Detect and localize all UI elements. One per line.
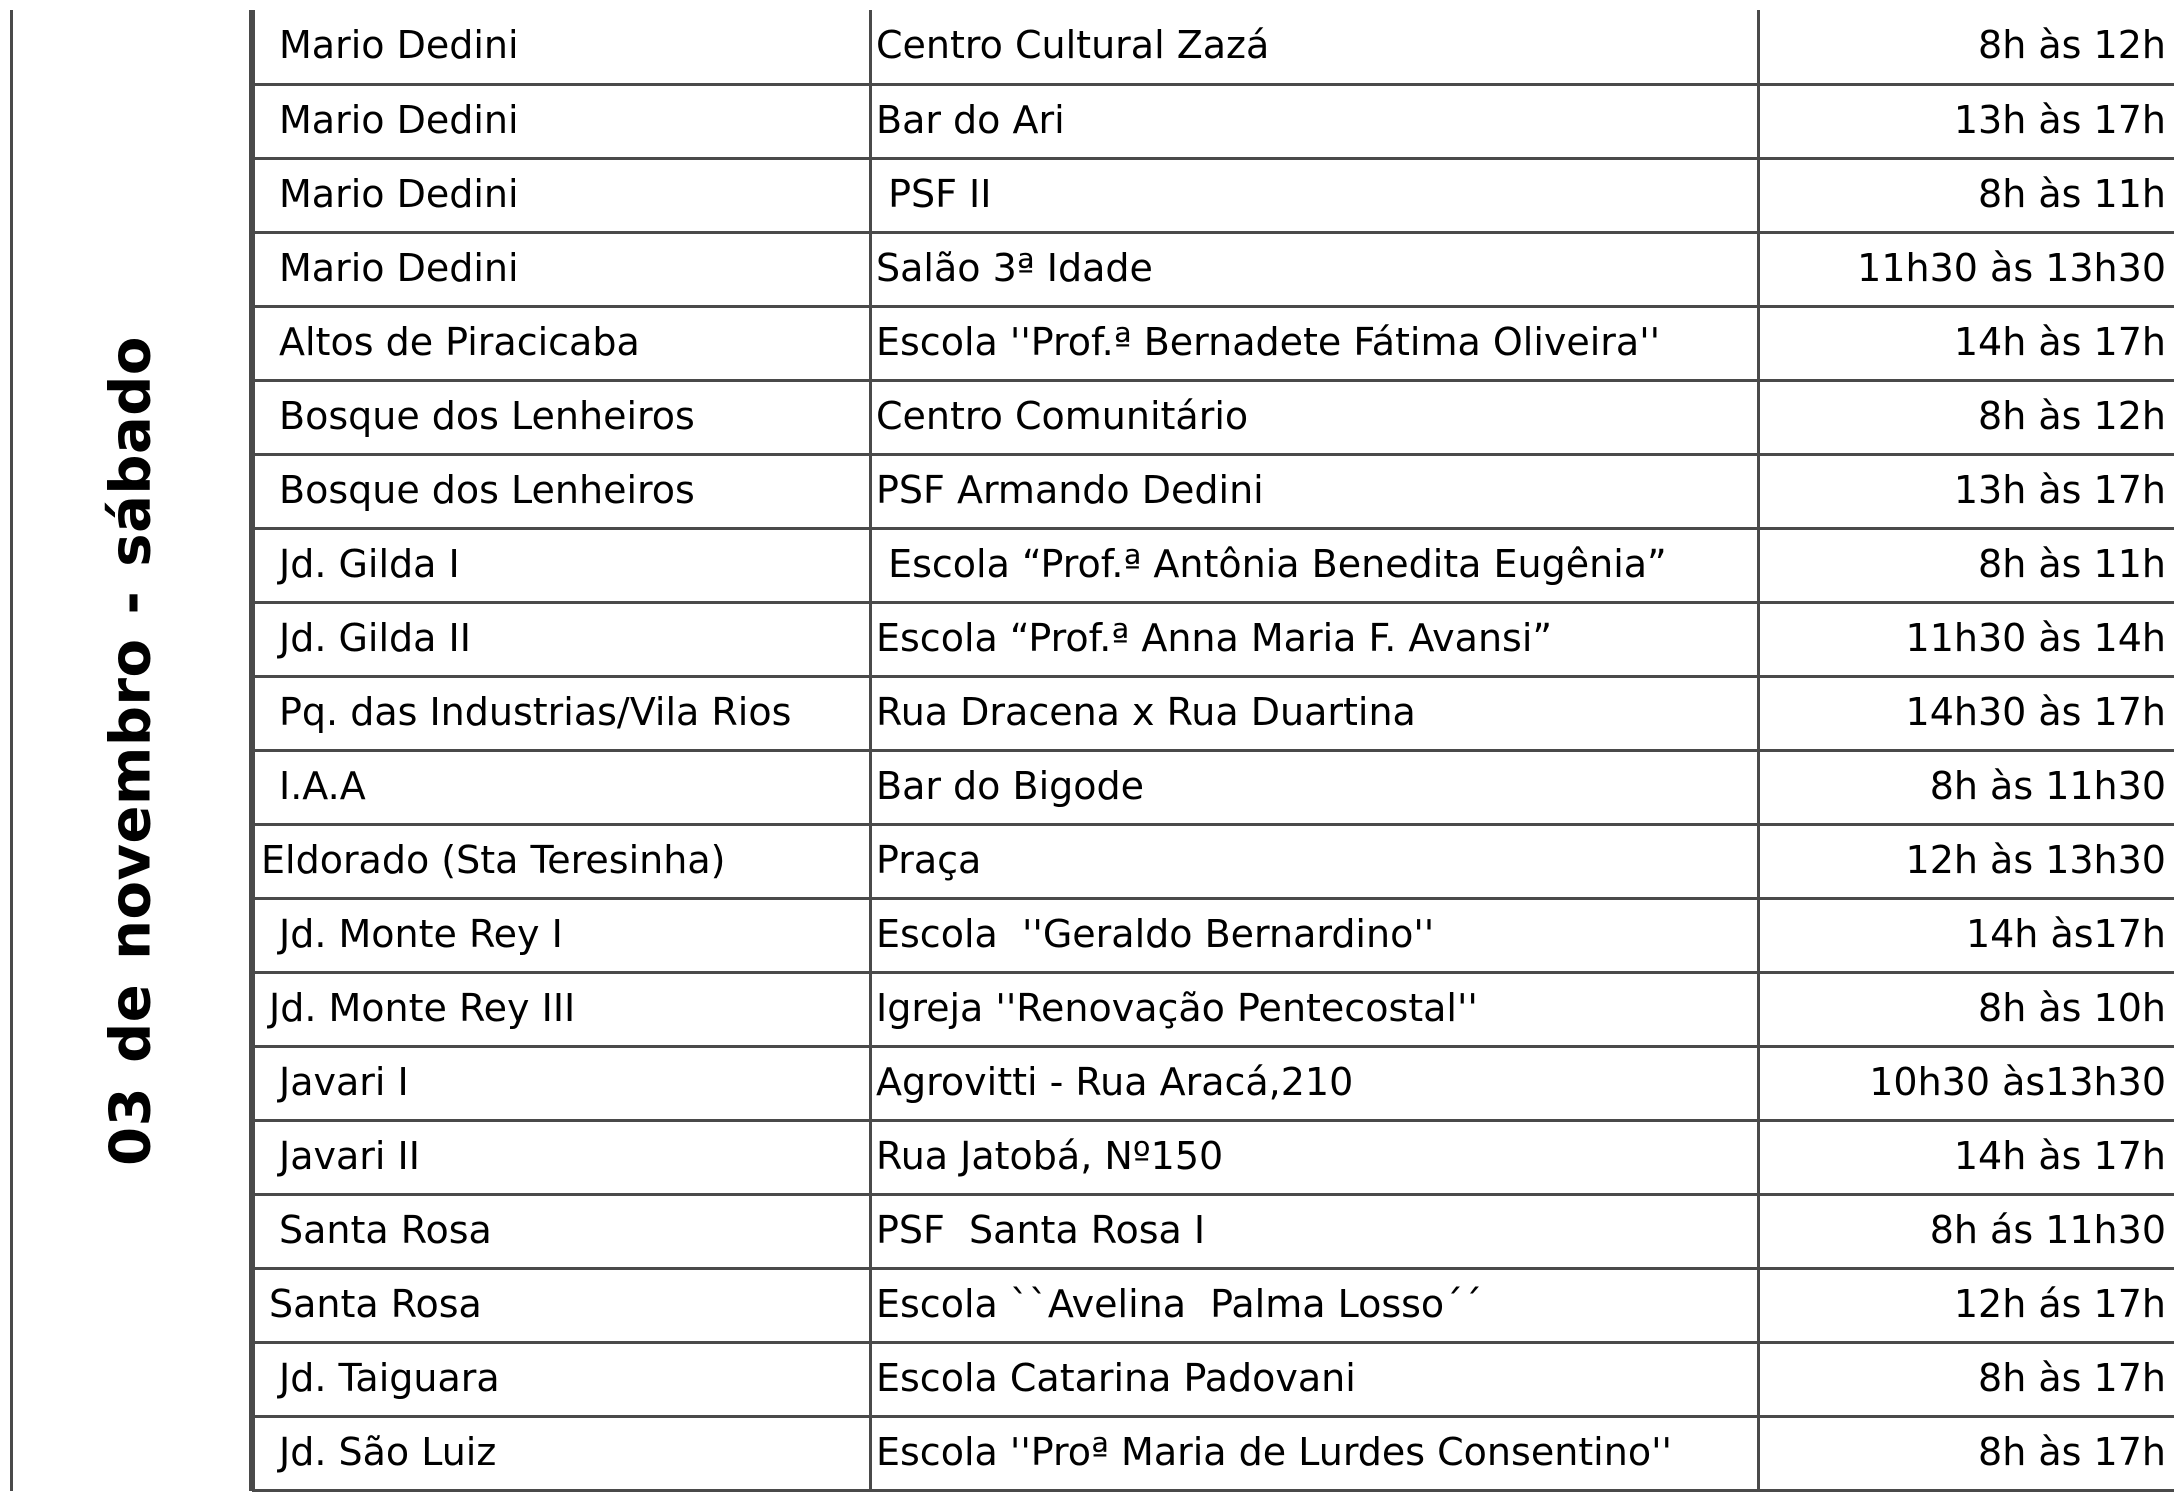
local-cell: Bar do Ari xyxy=(871,84,1759,158)
horario-cell: 8h às 17h xyxy=(1759,1416,2174,1490)
table-row xyxy=(254,1120,2174,1194)
bairro-cell: Jd. Gilda II xyxy=(254,602,871,676)
local-cell: PSF Santa Rosa I xyxy=(871,1194,1759,1268)
local-cell: PSF II xyxy=(871,158,1759,232)
horario-cell: 10h30 às13h30 xyxy=(1759,1046,2174,1120)
table-row xyxy=(254,824,2174,898)
horario-cell: 13h às 17h xyxy=(1759,454,2174,528)
local-cell: Escola “Prof.ª Antônia Benedita Eugênia” xyxy=(871,528,1759,602)
table-row xyxy=(254,1342,2174,1416)
table-row xyxy=(254,10,2174,84)
bairro-cell: Santa Rosa xyxy=(254,1194,871,1268)
local-cell: Bar do Bigode xyxy=(871,750,1759,824)
schedule-table xyxy=(252,10,2174,1492)
horario-cell: 8h às 11h xyxy=(1759,528,2174,602)
local-cell: Escola ``Avelina Palma Losso´´ xyxy=(871,1268,1759,1342)
horario-cell: 13h às 17h xyxy=(1759,84,2174,158)
table-row xyxy=(254,232,2174,306)
bairro-cell: Jd. Taiguara xyxy=(254,1342,871,1416)
local-cell: Praça xyxy=(871,824,1759,898)
horario-cell: 12h ás 17h xyxy=(1759,1268,2174,1342)
table-row xyxy=(254,1268,2174,1342)
table-row xyxy=(254,972,2174,1046)
horario-cell: 14h às 17h xyxy=(1759,306,2174,380)
bairro-cell: Mario Dedini xyxy=(254,232,871,306)
horario-cell: 8h ás 11h30 xyxy=(1759,1194,2174,1268)
table-row xyxy=(254,602,2174,676)
bairro-cell: Mario Dedini xyxy=(254,158,871,232)
table-row xyxy=(254,898,2174,972)
bairro-cell: Mario Dedini xyxy=(254,10,871,84)
bairro-cell: Bosque dos Lenheiros xyxy=(254,380,871,454)
table-row xyxy=(254,528,2174,602)
bairro-cell: Altos de Piracicaba xyxy=(254,306,871,380)
table-row xyxy=(254,380,2174,454)
local-cell: Escola ''Proª Maria de Lurdes Consentino'' xyxy=(871,1416,1759,1490)
bairro-cell: Jd. Monte Rey I xyxy=(254,898,871,972)
bairro-cell: Bosque dos Lenheiros xyxy=(254,454,871,528)
local-cell: Rua Jatobá, Nº150 xyxy=(871,1120,1759,1194)
bairro-cell: Jd. São Luiz xyxy=(254,1416,871,1490)
horario-cell: 8h às 11h30 xyxy=(1759,750,2174,824)
local-cell: Centro Cultural Zazá xyxy=(871,10,1759,84)
bairro-cell: Santa Rosa xyxy=(254,1268,871,1342)
horario-cell: 14h às 17h xyxy=(1759,1120,2174,1194)
bairro-cell: I.A.A xyxy=(254,750,871,824)
local-cell: PSF Armando Dedini xyxy=(871,454,1759,528)
local-cell: Escola ''Geraldo Bernardino'' xyxy=(871,898,1759,972)
local-cell: Rua Dracena x Rua Duartina xyxy=(871,676,1759,750)
local-cell: Escola ''Prof.ª Bernadete Fátima Oliveira'' xyxy=(871,306,1759,380)
local-cell: Centro Comunitário xyxy=(871,380,1759,454)
bairro-cell: Jd. Gilda I xyxy=(254,528,871,602)
horario-cell: 14h30 às 17h xyxy=(1759,676,2174,750)
local-cell: Igreja ''Renovação Pentecostal'' xyxy=(871,972,1759,1046)
table-row xyxy=(254,454,2174,528)
local-cell: Escola “Prof.ª Anna Maria F. Avansi” xyxy=(871,602,1759,676)
horario-cell: 8h às 10h xyxy=(1759,972,2174,1046)
date-label: 03 de novembro - sábado xyxy=(99,336,164,1166)
horario-cell: 8h às 11h xyxy=(1759,158,2174,232)
table-row xyxy=(254,1416,2174,1490)
table-row xyxy=(254,750,2174,824)
bairro-cell: Eldorado (Sta Teresinha) xyxy=(254,824,871,898)
local-cell: Escola Catarina Padovani xyxy=(871,1342,1759,1416)
horario-cell: 8h às 17h xyxy=(1759,1342,2174,1416)
table-row xyxy=(254,306,2174,380)
bairro-cell: Mario Dedini xyxy=(254,84,871,158)
bairro-cell: Javari I xyxy=(254,1046,871,1120)
table-row xyxy=(254,676,2174,750)
date-cell xyxy=(10,10,252,1491)
horario-cell: 12h às 13h30 xyxy=(1759,824,2174,898)
table-row xyxy=(254,84,2174,158)
local-cell: Agrovitti - Rua Aracá,210 xyxy=(871,1046,1759,1120)
table-row xyxy=(254,1194,2174,1268)
local-cell: Salão 3ª Idade xyxy=(871,232,1759,306)
table-row xyxy=(254,158,2174,232)
schedule-body xyxy=(254,10,2174,1490)
horario-cell: 14h às17h xyxy=(1759,898,2174,972)
table-row xyxy=(254,1046,2174,1120)
horario-cell: 8h às 12h xyxy=(1759,380,2174,454)
horario-cell: 11h30 às 14h xyxy=(1759,602,2174,676)
bairro-cell: Javari II xyxy=(254,1120,871,1194)
horario-cell: 8h às 12h xyxy=(1759,10,2174,84)
bairro-cell: Pq. das Industrias/Vila Rios xyxy=(254,676,871,750)
bairro-cell: Jd. Monte Rey III xyxy=(254,972,871,1046)
horario-cell: 11h30 às 13h30 xyxy=(1759,232,2174,306)
